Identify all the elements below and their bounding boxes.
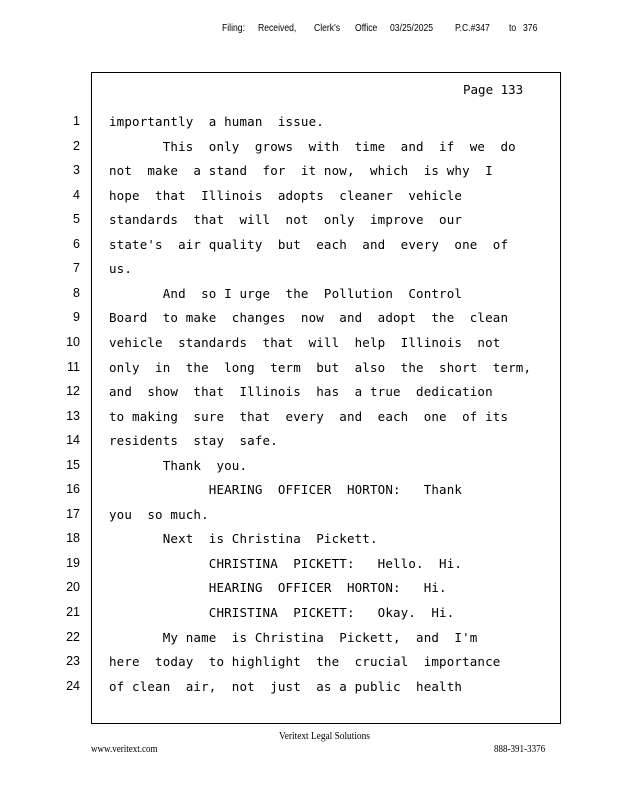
header-total: 376	[523, 22, 538, 34]
transcript-line	[0, 630, 618, 650]
line-number: 4	[73, 187, 80, 202]
transcript-line	[0, 605, 618, 625]
line-number: 5	[73, 212, 80, 227]
transcript-line	[0, 531, 618, 551]
line-text: residents stay safe.	[109, 433, 278, 449]
transcript-line	[0, 261, 618, 281]
line-number: 1	[73, 114, 80, 128]
transcript-line	[0, 384, 618, 404]
line-text: to making sure that every and each one of its	[109, 408, 509, 424]
transcript-line	[0, 310, 618, 330]
transcript-line	[0, 286, 618, 306]
line-text: us.	[109, 261, 133, 277]
line-text: This only grows with time and if we do	[109, 138, 516, 154]
line-text: hope that Illinois adopts cleaner vehicle	[109, 187, 463, 203]
line-number: 15	[66, 457, 80, 472]
footer-company-text: Veritext Legal Solutions	[278, 730, 370, 742]
line-text: and show that Illinois has a true dedication	[109, 384, 493, 400]
transcript-line	[0, 679, 618, 699]
header-date: 03/25/2025	[390, 22, 434, 34]
header-clerks: Clerk's	[314, 22, 341, 34]
line-text: here today to highlight the crucial importance	[109, 654, 501, 670]
transcript-line	[0, 654, 618, 674]
line-number: 6	[73, 236, 80, 251]
line-number: 19	[66, 555, 80, 570]
line-text: Board to make changes now and adopt the clean	[109, 310, 509, 326]
line-text: And so I urge the Pollution Control	[109, 285, 463, 301]
line-number: 18	[66, 531, 80, 546]
line-text: CHRISTINA PICKETT: Hello. Hi.	[109, 555, 463, 571]
transcript-line	[0, 482, 618, 502]
footer-company	[0, 730, 618, 742]
transcript-line	[0, 237, 618, 257]
transcript-line	[0, 163, 618, 183]
line-text: importantly a human issue.	[109, 114, 324, 129]
header-office: Office	[355, 22, 378, 34]
line-text: standards that will not only improve our	[109, 212, 463, 228]
line-text: Next is Christina Pickett.	[109, 531, 378, 547]
line-text: only in the long term but also the short term,	[109, 359, 532, 375]
page-number: Page 133	[463, 82, 524, 97]
line-number: 9	[73, 310, 80, 325]
line-text: Thank you.	[109, 457, 248, 473]
line-number: 11	[67, 359, 80, 374]
transcript-line	[0, 139, 618, 159]
line-number: 8	[73, 285, 80, 300]
transcript-line	[0, 212, 618, 232]
transcript-line	[0, 114, 618, 134]
line-number: 3	[73, 163, 80, 178]
line-number: 23	[66, 654, 80, 669]
header-received: Received,	[258, 22, 297, 34]
line-number: 14	[66, 433, 80, 448]
header-filing: Filing:	[222, 22, 245, 34]
line-number: 24	[66, 678, 80, 693]
filing-header	[222, 22, 562, 38]
transcript-line	[0, 458, 618, 478]
line-text: vehicle standards that will help Illinois not	[109, 334, 501, 350]
header-to: to	[509, 22, 517, 34]
transcript-line	[0, 409, 618, 429]
footer-phone: 888-391-3376	[494, 743, 546, 755]
transcript-line	[0, 556, 618, 576]
line-text: of clean air, not just as a public health	[109, 678, 463, 694]
line-text: not make a stand for it now, which is why I	[109, 163, 493, 179]
line-number: 10	[66, 334, 80, 349]
line-text: CHRISTINA PICKETT: Okay. Hi.	[109, 605, 455, 620]
line-number: 7	[73, 261, 80, 276]
line-number: 17	[66, 506, 80, 521]
header-pc-number: P.C.#347	[455, 22, 490, 34]
transcript-line	[0, 335, 618, 355]
line-text: state's air quality but each and every one of	[109, 236, 509, 252]
line-text: HEARING OFFICER HORTON: Hi.	[109, 580, 447, 596]
line-text: you so much.	[109, 506, 209, 522]
line-number: 16	[66, 482, 80, 497]
line-number: 22	[66, 629, 80, 644]
transcript-line	[0, 507, 618, 527]
footer-website: www.veritext.com	[91, 743, 158, 755]
line-number: 2	[73, 138, 80, 153]
transcript-line	[0, 433, 618, 453]
line-number: 21	[66, 605, 80, 619]
transcript-line	[0, 188, 618, 208]
line-number: 20	[66, 580, 80, 595]
transcript-line	[0, 580, 618, 600]
line-text: HEARING OFFICER HORTON: Thank	[109, 482, 463, 498]
transcript-line	[0, 360, 618, 380]
line-number: 13	[66, 408, 80, 423]
line-text: My name is Christina Pickett, and I'm	[109, 629, 478, 645]
line-number: 12	[66, 384, 80, 399]
